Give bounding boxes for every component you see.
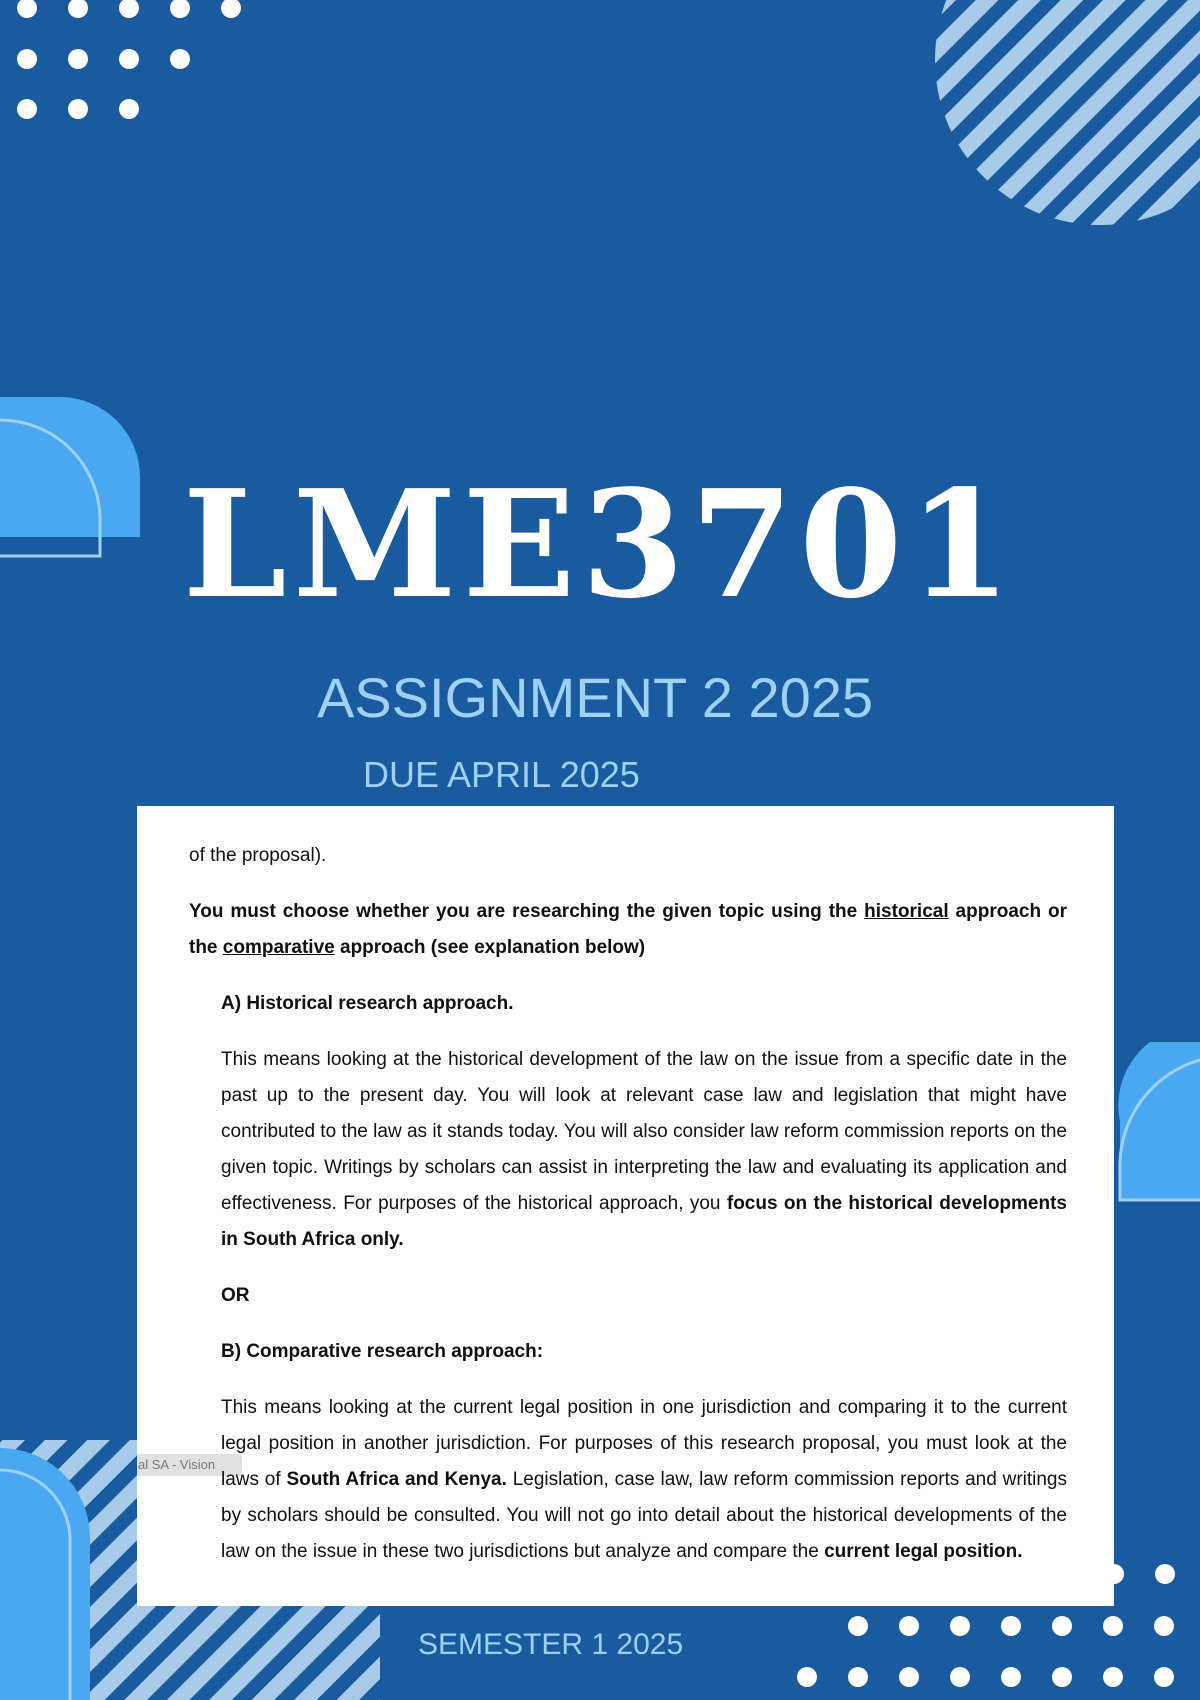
comparative-term: comparative <box>222 937 335 958</box>
intro-text: of the proposal). <box>189 845 327 866</box>
section-a-text <box>221 1042 1067 1258</box>
due-date: DUE APRIL 2025 <box>363 754 640 795</box>
section-b-body-1: This means looking at the current legal position in one jurisdiction and comparing it to the current legal position in another jurisdiction. For purposes of this research proposal, you must look at the laws of <box>221 1397 1067 1490</box>
assignment-title: ASSIGNMENT 2 2025 <box>316 666 874 729</box>
section-a-bold: focus on the historical developments in South Africa only. <box>221 1193 1067 1250</box>
section-a-body: This means looking at the historical development of the law on the issue from a specific date in the past up to the present day. You will look at relevant case law and legislation that might have contributed to the law as it stands today. You will also consider law reform commission reports on the given topic. Writings by scholars can assist in interpreting the law and evaluating its application and effectiveness. For purposes of the historical approach, you <box>221 1049 1067 1214</box>
document-body <box>189 838 1067 1590</box>
section-b-bold-1: South Africa and Kenya. <box>286 1469 507 1490</box>
choice-text-1: You must choose whether you are researching the given topic using the <box>189 901 865 922</box>
historical-term: historical <box>864 901 949 922</box>
half-circle-right <box>1118 1042 1200 1200</box>
course-code: LME3701 <box>182 457 1018 631</box>
watermark-label: al SA - Vision <box>137 1454 242 1476</box>
choice-text-3: approach (see explanation below) <box>334 937 646 958</box>
dot-grid-top-left <box>17 0 241 119</box>
section-b-heading: B) Comparative research approach: <box>221 1341 544 1362</box>
choice-text-2: approach or the <box>189 901 1068 958</box>
document-excerpt <box>137 806 1114 1606</box>
choice-paragraph <box>189 894 1067 966</box>
or-separator: OR <box>221 1285 250 1306</box>
section-a-heading: A) Historical research approach. <box>221 993 514 1014</box>
section-b-body-2: Legislation, case law, law reform commission reports and writings by scholars should be consulted. You will not go into detail about the historical developments of the law on the issue in these two jurisdictions but analyze and compare the <box>221 1469 1068 1562</box>
semester-label: SEMESTER 1 2025 <box>418 1628 684 1661</box>
section-b-text <box>221 1390 1067 1570</box>
striped-circle-top-right <box>900 0 1200 280</box>
section-b-bold-2: current legal position. <box>824 1541 1023 1562</box>
